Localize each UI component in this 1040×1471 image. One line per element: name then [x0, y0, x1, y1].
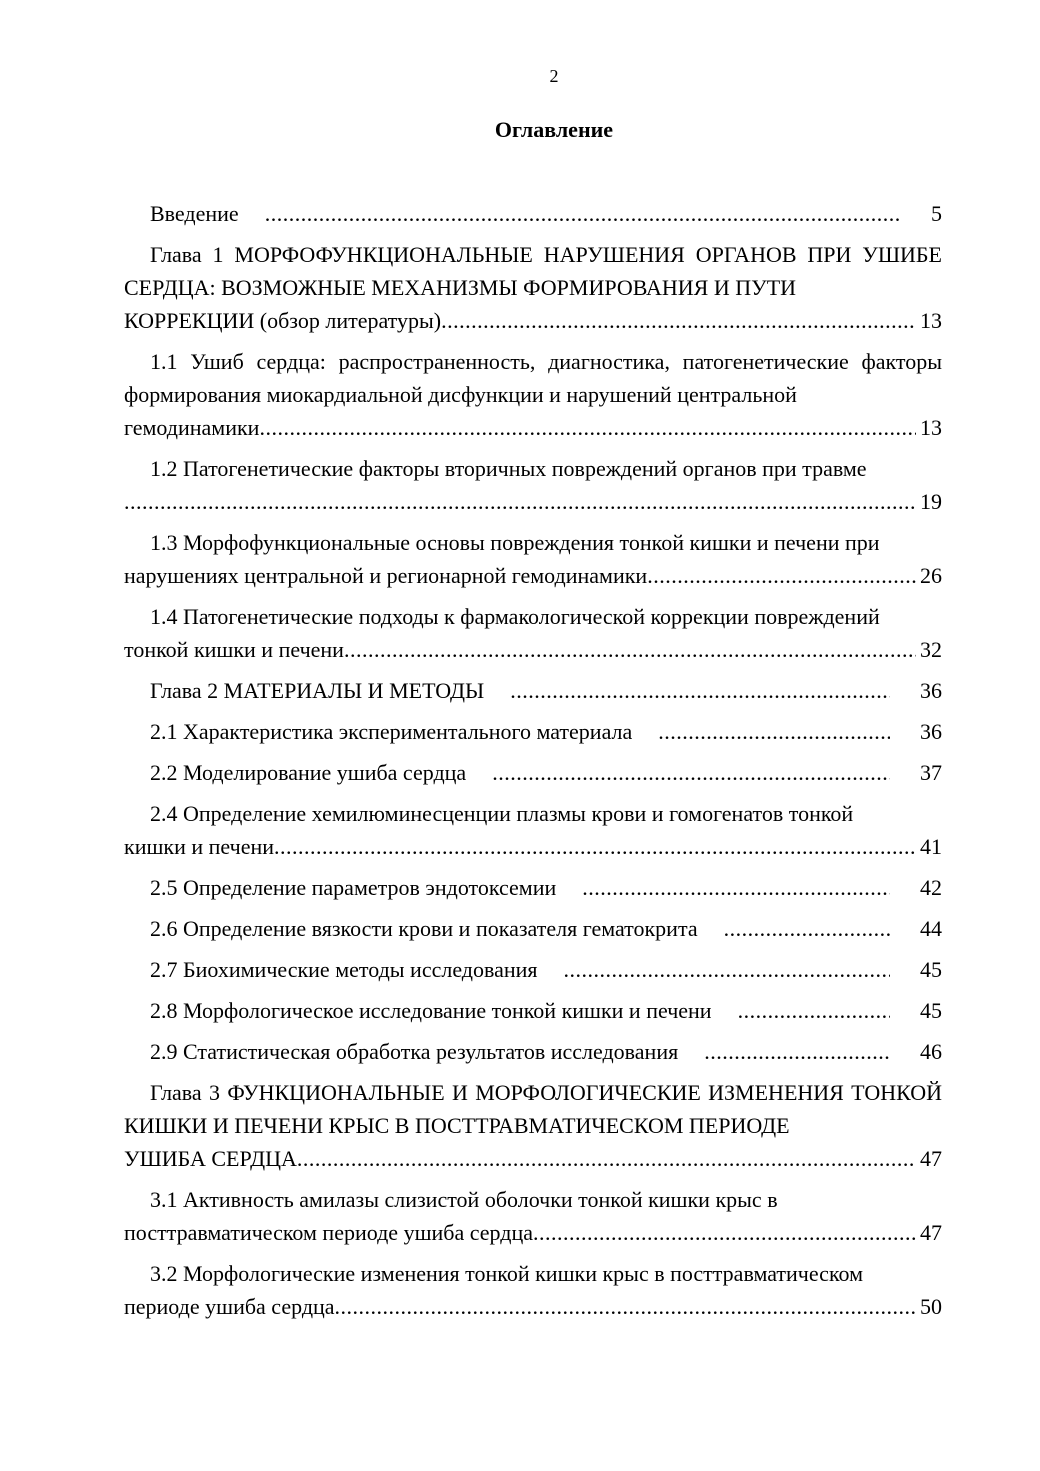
toc-entry [124, 1035, 942, 1068]
toc-entry-text-last: 2.7 Биохимические методы исследования [150, 957, 538, 982]
toc-page-number: 5 [931, 201, 942, 226]
toc-page-number: 47 [920, 1146, 942, 1171]
toc-entry-text-last: Глава 2 МАТЕРИАЛЫ И МЕТОДЫ [150, 678, 485, 703]
toc-dot-leader [335, 1290, 916, 1323]
toc-dot-leader [441, 304, 916, 337]
toc-entry-text: Глава 3 ФУНКЦИОНАЛЬНЫЕ И МОРФОЛОГИЧЕСКИЕ ИЗМЕНЕНИЯ ТОНКОЙ КИШКИ И ПЕЧЕНИ КРЫС В ПОСТТРАВМАТИЧЕСКОМ ПЕРИОДЕ [124, 1080, 942, 1138]
toc-entry-text-last: 2.1 Характеристика экспериментального материала [150, 719, 633, 744]
toc-entry-leader-line [124, 1035, 942, 1068]
toc-dot-leader [239, 197, 901, 230]
toc-dot-leader [698, 912, 890, 945]
toc-entry [124, 756, 942, 789]
toc-page-number: 13 [920, 415, 942, 440]
toc-page-number: 45 [920, 998, 942, 1023]
toc-entry-leader-line [124, 830, 942, 863]
toc-entry-text-last: 2.9 Статистическая обработка результатов исследования [150, 1039, 679, 1064]
toc-page-number: 36 [920, 719, 942, 744]
toc-entry-leader-line [124, 1290, 942, 1323]
toc-page-number: 44 [920, 916, 942, 941]
toc-entry [124, 197, 942, 230]
toc-page-number: 32 [920, 637, 942, 662]
toc-entry-leader-line [124, 953, 942, 986]
toc-entry-leader-line [124, 674, 942, 707]
toc-entry-text-last: 2.6 Определение вязкости крови и показателя гематокрита [150, 916, 698, 941]
toc-dot-leader [678, 1035, 890, 1068]
toc-entry-leader-line [124, 1216, 942, 1249]
toc-entry [124, 452, 942, 518]
toc-entry-leader-line [124, 485, 942, 518]
toc-list [124, 197, 942, 1331]
toc-entry-text: 1.1 Ушиб сердца: распространенность, диагностика, патогенетические факторы формирования миокардиальной дисфункции и нарушений центральной [124, 349, 942, 407]
toc-entry-text-last: Введение [150, 201, 239, 226]
toc-entry-text-last: нарушениях центральной и регионарной гемодинамики [124, 563, 648, 588]
toc-entry-leader-line [124, 304, 942, 337]
toc-dot-leader [274, 830, 916, 863]
toc-entry-leader-line [124, 912, 942, 945]
toc-entry-leader-line [124, 756, 942, 789]
toc-entry-leader-line [124, 559, 942, 592]
toc-entry [124, 526, 942, 592]
toc-entry [124, 1183, 942, 1249]
toc-dot-leader [647, 559, 916, 592]
toc-entry-text: 2.4 Определение хемилюминесценции плазмы крови и гомогенатов тонкой [150, 801, 854, 826]
toc-entry-leader-line [124, 871, 942, 904]
toc-entry-text: 3.2 Морфологические изменения тонкой кишки крыс в посттравматическом [150, 1261, 864, 1286]
toc-entry-text: 1.2 Патогенетические факторы вторичных повреждений органов при травме [150, 456, 867, 481]
toc-entry [124, 953, 942, 986]
toc-dot-leader [344, 633, 916, 666]
toc-page-number: 45 [920, 957, 942, 982]
toc-entry [124, 674, 942, 707]
toc-entry-text-last: 2.5 Определение параметров эндотоксемии [150, 875, 557, 900]
toc-entry-text: 3.1 Активность амилазы слизистой оболочки тонкой кишки крыс в [150, 1187, 778, 1212]
toc-page-number: 26 [920, 563, 942, 588]
toc-entry-text: 1.4 Патогенетические подходы к фармакологической коррекции повреждений [150, 604, 880, 629]
toc-entry-leader-line [124, 633, 942, 666]
toc-dot-leader [466, 756, 890, 789]
toc-title: Оглавление [494, 117, 614, 142]
toc-entry-text: Глава 1 МОРФОФУНКЦИОНАЛЬНЫЕ НАРУШЕНИЯ ОРГАНОВ ПРИ УШИБЕ СЕРДЦА: ВОЗМОЖНЫЕ МЕХАНИЗМЫ ФОРМИРОВАНИЯ И ПУТИ [124, 242, 942, 300]
toc-entry [124, 1076, 942, 1175]
toc-entry-text: 1.3 Морфофункциональные основы повреждения тонкой кишки и печени при [150, 530, 880, 555]
toc-entry-text-last: гемодинамики [124, 415, 260, 440]
toc-entry-text-last: периоде ушиба сердца [124, 1294, 335, 1319]
toc-entry-text-last: 2.8 Морфологическое исследование тонкой кишки и печени [150, 998, 712, 1023]
toc-entry [124, 994, 942, 1027]
toc-dot-leader [712, 994, 890, 1027]
toc-page-number: 47 [920, 1220, 942, 1245]
toc-dot-leader [297, 1142, 916, 1175]
toc-entry-leader-line [124, 411, 942, 444]
toc-dot-leader [533, 1216, 916, 1249]
toc-entry-text-last: тонкой кишки и печени [124, 637, 344, 662]
page-number: 2 [549, 66, 559, 86]
toc-dot-leader [124, 485, 916, 518]
toc-entry [124, 912, 942, 945]
toc-entry [124, 1257, 942, 1323]
toc-entry [124, 238, 942, 337]
toc-dot-leader [632, 715, 890, 748]
toc-entry-leader-line [124, 715, 942, 748]
toc-entry-leader-line [124, 994, 942, 1027]
toc-page-number: 13 [920, 308, 942, 333]
toc-page-number: 50 [920, 1294, 942, 1319]
toc-page-number: 36 [920, 678, 942, 703]
toc-entry [124, 797, 942, 863]
toc-dot-leader [538, 953, 890, 986]
toc-entry-text-last: КОРРЕКЦИИ (обзор литературы) [124, 308, 442, 333]
toc-page-number: 41 [920, 834, 942, 859]
toc-entry [124, 345, 942, 444]
toc-dot-leader [259, 411, 916, 444]
toc-dot-leader [556, 871, 890, 904]
toc-entry-text-last: УШИБА СЕРДЦА [124, 1146, 297, 1171]
toc-entry-leader-line [124, 1142, 942, 1175]
toc-page-number: 42 [920, 875, 942, 900]
toc-entry-leader-line [124, 197, 942, 230]
toc-entry [124, 871, 942, 904]
toc-dot-leader [484, 674, 890, 707]
toc-entry-text-last: посттравматическом периоде ушиба сердца [124, 1220, 533, 1245]
toc-entry [124, 715, 942, 748]
toc-entry [124, 600, 942, 666]
toc-page-number: 19 [920, 489, 942, 514]
toc-page-number: 37 [920, 760, 942, 785]
toc-page-number: 46 [920, 1039, 942, 1064]
toc-entry-text-last: кишки и печени [124, 834, 275, 859]
toc-entry-text-last: 2.2 Моделирование ушиба сердца [150, 760, 467, 785]
